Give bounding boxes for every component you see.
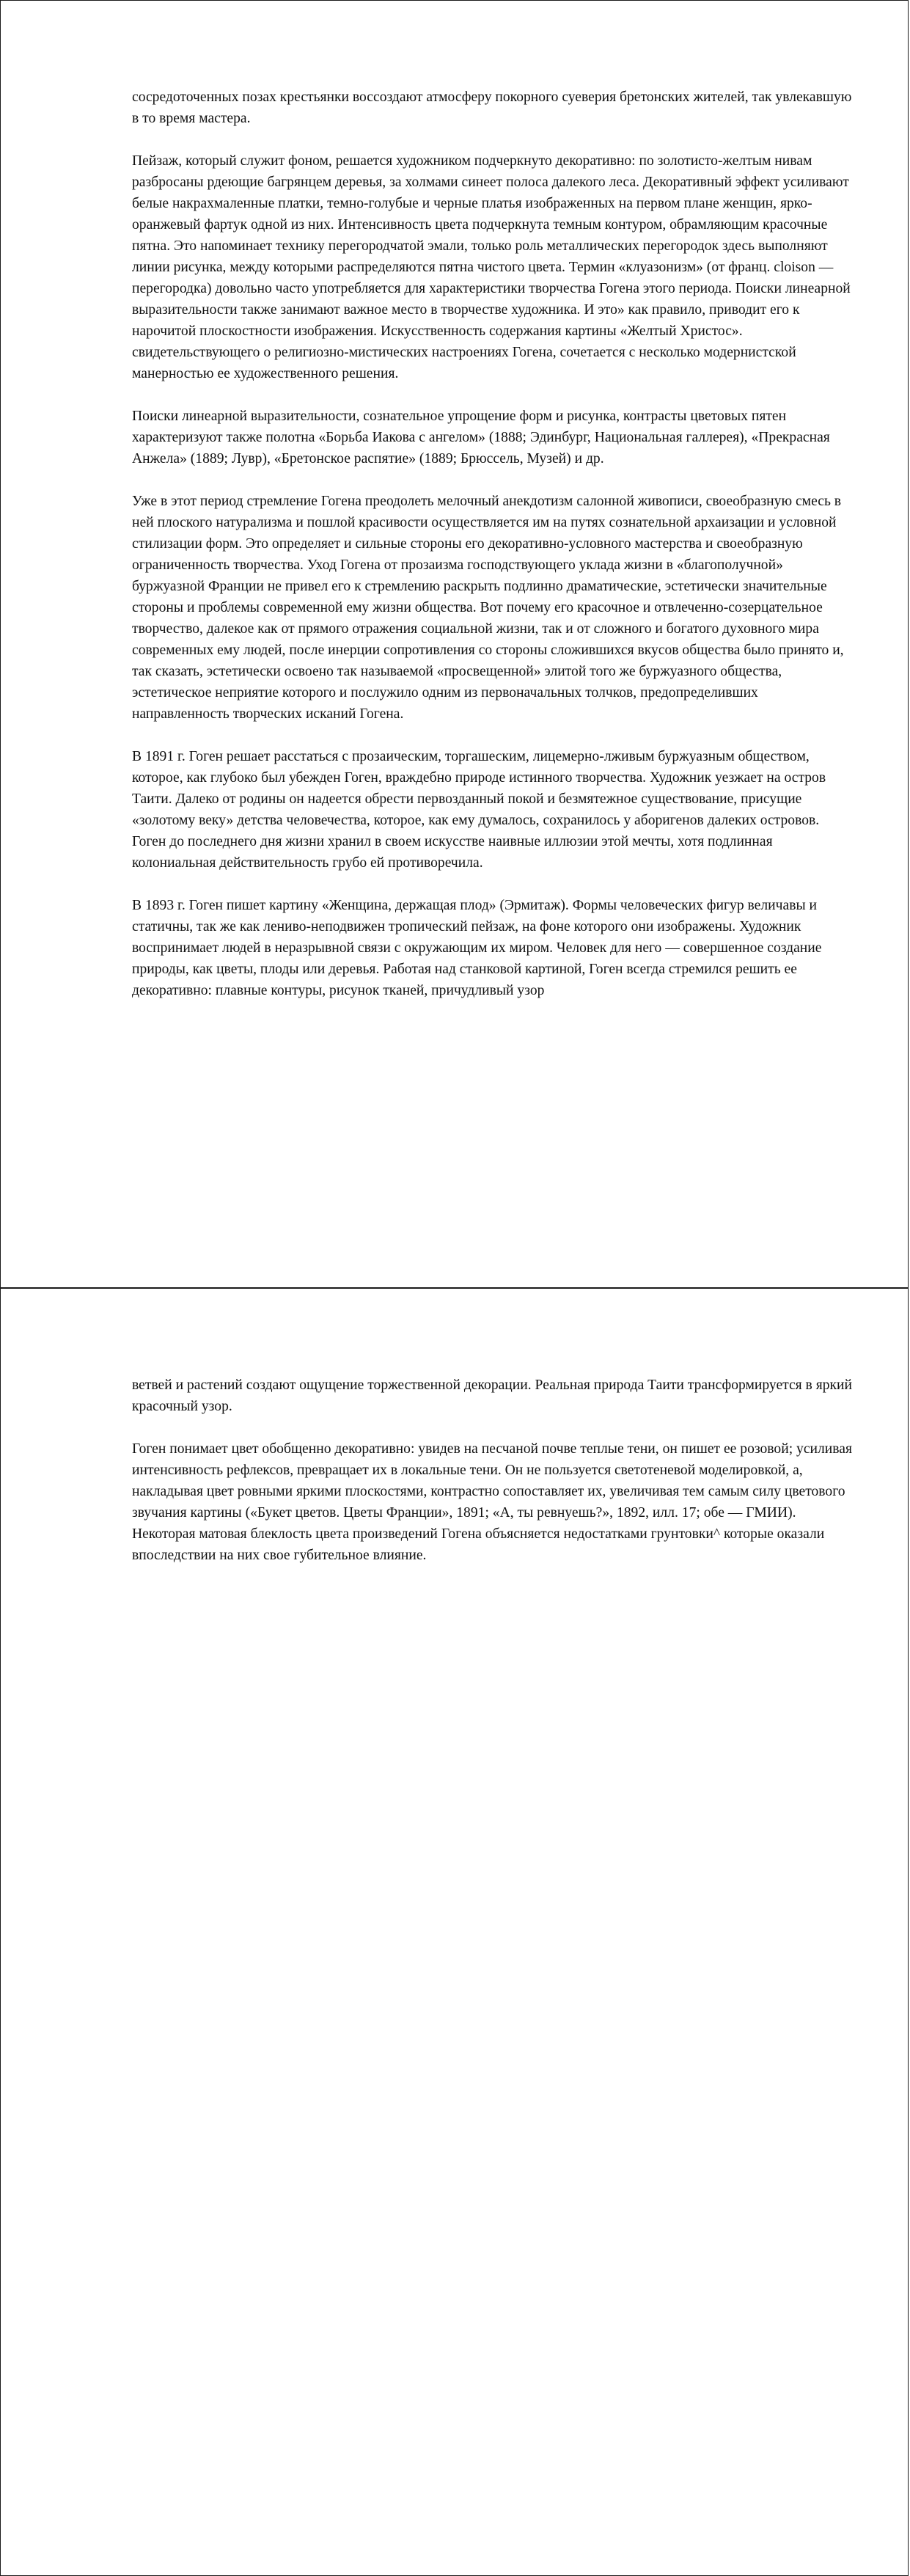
paragraph: В 1893 г. Гоген пишет картину «Женщина, держащая плод» (Эрмитаж). Формы человеческих фигур величавы и статичны, так же как лениво-неподвижен тропический пейзаж, на фоне которого они изображены. Художник воспринимает людей в неразрывной связи с окружающим их миром. Человек для него — совершенное создание природы, как цветы, плоды или деревья. Работая над станковой картиной, Гоген всегда стремился решить ее декоративно: плавные контуры, рисунок тканей, причудливый узор — [132, 898, 822, 998]
paragraph: Поиски линеарной выразительности, сознательное упрощение форм и рисунка, контрасты цветовых пятен характеризуют также полотна «Борьба Иакова с ангелом» (1888; Эдинбург, Национальная галлерея), «Прекрасная Анжела» (1889; Лувр), «Бретонское распятие» (1889; Брюссель, Музей) и др. — [132, 409, 830, 466]
page-2-text — [132, 1375, 854, 1587]
paragraph: ветвей и растений создают ощущение торжественной декорации. Реальная природа Таити трансформируется в яркий красочный узор. — [132, 1377, 853, 1414]
document-page-2 — [0, 1288, 909, 2576]
paragraph: сосредоточенных позах крестьянки воссоздают атмосферу покорного суеверия бретонских жителей, так увлекавшую в то время мастера. — [132, 89, 852, 126]
document-page-1 — [0, 0, 909, 1288]
paragraph: В 1891 г. Гоген решает расстаться с прозаическим, торгашеским, лицемерно-лживым буржуазным обществом, которое, как глубоко был убежден Гоген, враждебно природе истинного творчества. Художник уезжает на остров Таити. Далеко от родины он надеется обрести первозданный покой и безмятежное существование, присущие «золотому веку» детства человечества, которое, как ему думалось, сохранилось у аборигенов далеких островов. Гоген до последнего дня жизни хранил в своем искусстве наивные иллюзии этой мечты, хотя подлинная колониальная действительность грубо ей противоречила. — [132, 749, 826, 871]
paragraph: Гоген понимает цвет обобщенно декоративно: увидев на песчаной почве теплые тени, он пишет ее розовой; усиливая интенсивность рефлексов, превращает их в локальные тени. Он не пользуется светотеневой моделировкой, а, накладывая цвет ровными яркими плоскостями, контрастно сопоставляет их, увеличивая тем самым силу цветового звучания картины («Букет цветов. Цветы Франции», 1891; «А, ты ревнуешь?», 1892, илл. 17; обе — ГМИИ). Некоторая матовая блеклость цвета произведений Гогена объясняется недостатками грунтовки^ которые оказали впоследствии на них свое губительное влияние. — [132, 1441, 852, 1563]
page-1-text — [132, 87, 854, 1022]
paragraph: Пейзаж, который служит фоном, решается художником подчеркнуто декоративно: по золотисто-желтым нивам разбросаны рдеющие багрянцем деревья, за холмами синеет полоса далекого леса. Декоративный эффект усиливают белые накрахмаленные платки, темно-голубые и черные платья изображенных на первом плане женщин, ярко-оранжевый фартук одной из них. Интенсивность цвета подчеркнута темным контуром, обрамляющим красочные пятна. Это напоминает технику перегородчатой эмали, только роль металлических перегородок здесь выполняют линии рисунка, между которыми распределяются пятна чистого цвета. Термин «клуазонизм» (от франц. cloison — перегородка) довольно часто употребляется для характеристики творчества Гогена этого периода. Поиски линеарной выразительности также занимают важное место в творчестве художника. И это» как правило, приводит его к нарочитой плоскостности изображения. Искусственность содержания картины «Желтый Христос». свидетельствующего о религиозно-мистических настроениях Гогена, сочетается с несколько модернистской манерностью ее художественного решения. — [132, 153, 851, 381]
paragraph: Уже в этот период стремление Гогена преодолеть мелочный анекдотизм салонной живописи, своеобразную смесь в ней плоского натурализма и пошлой красивости осуществляется им на путях сознательной архаизации и условной стилизации форм. Это определяет и сильные стороны его декоративно-условного мастерства и своеобразную ограниченность творчества. Уход Гогена от прозаизма господствующего уклада жизни в «благополучной» буржуазной Франции не привел его к стремлению раскрыть подлинно драматические, эстетически значительные стороны и проблемы современной ему жизни общества. Вот почему его красочное и отвлеченно-созерцательное творчество, далекое как от прямого отражения социальной жизни, так и от сложного и богатого духовного мира современных ему людей, после инерции сопротивления со стороны сложившихся вкусов общества было принято и, так сказать, эстетически освоено так называемой «просвещенной» элитой того же буржуазного общества, эстетическое неприятие которого и послужило одним из первоначальных толчков, предопределивших направленность творческих исканий Гогена. — [132, 494, 844, 722]
